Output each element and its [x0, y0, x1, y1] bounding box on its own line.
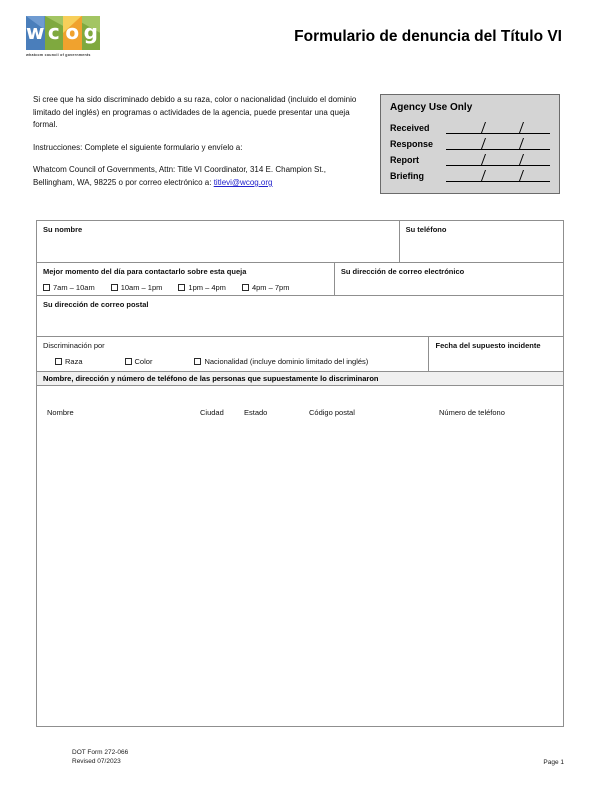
field-postal-address[interactable]	[37, 296, 563, 336]
persons-col-nombre: Nombre	[47, 408, 74, 417]
field-label-phone: Su teléfono	[405, 225, 447, 234]
intro-paragraph-1: Si cree que ha sido discriminado debido a su raza, color o nacionalidad (incluido el dominio limitado del inglés) en programas o actividades de la agencia, puede presentar una queja formal.	[33, 95, 357, 130]
footer-form-number: DOT Form 272-066	[72, 749, 129, 756]
agency-label-received: Received	[390, 123, 430, 133]
page-header	[0, 0, 612, 80]
form-row-postal-address	[37, 296, 563, 337]
agency-row-report	[390, 150, 550, 166]
email-link[interactable]: titlevi@wcog.org	[213, 177, 273, 187]
agency-row-received	[390, 118, 550, 134]
persons-col-codigo-postal: Código postal	[309, 408, 355, 417]
persons-col-telefono: Número de teléfono	[439, 408, 505, 417]
footer-form-info	[72, 748, 128, 766]
discrimination-checkbox-group	[55, 357, 422, 366]
date-slash-icon	[519, 122, 524, 133]
page-title: Formulario de denuncia del Título VI	[294, 28, 562, 45]
agency-row-briefing	[390, 166, 550, 182]
checkbox-label: Color	[134, 357, 153, 366]
checkbox-icon[interactable]	[178, 284, 185, 291]
field-phone[interactable]	[400, 221, 563, 262]
date-slash-icon	[519, 154, 524, 165]
field-label-postal-address: Su dirección de correo postal	[43, 300, 149, 309]
checkbox-item-color[interactable]	[125, 357, 153, 366]
checkbox-item-1pm-4pm[interactable]	[178, 283, 226, 292]
field-best-time	[37, 263, 335, 295]
agency-use-only-box	[380, 94, 560, 194]
checkbox-icon[interactable]	[194, 358, 201, 365]
logo-block-g	[82, 16, 101, 50]
logo-block-c	[45, 16, 64, 50]
persons-column-headers	[37, 386, 563, 726]
form-row-persons-table[interactable]	[37, 386, 563, 726]
checkbox-item-nacionalidad[interactable]	[194, 357, 368, 366]
checkbox-icon[interactable]	[55, 358, 62, 365]
agency-date-field-report[interactable]	[446, 152, 550, 166]
agency-date-field-received[interactable]	[446, 120, 550, 134]
form-row-discrimination	[37, 337, 563, 372]
intro-paragraph-3	[33, 164, 367, 189]
mailing-address-text: Whatcom Council of Governments, Attn: Title VI Coordinator, 314 E. Champion St., Bellingham, WA, 98225 o por correo electrónico a:	[33, 165, 327, 187]
field-name[interactable]	[37, 221, 400, 262]
best-time-checkbox-group	[43, 283, 328, 292]
checkbox-label: Raza	[65, 357, 83, 366]
agency-label-response: Response	[390, 139, 434, 149]
agency-date-field-response[interactable]	[446, 136, 550, 150]
persons-section-header: Nombre, dirección y número de teléfono de las personas que supuestamente lo discriminaron	[43, 374, 379, 383]
agency-use-only-title: Agency Use Only	[390, 102, 473, 113]
checkbox-icon[interactable]	[111, 284, 118, 291]
logo-letter-c: c	[47, 20, 60, 44]
checkbox-label: Nacionalidad (incluye dominio limitado del inglés)	[204, 357, 369, 366]
field-incident-date[interactable]	[429, 337, 563, 371]
date-slash-icon	[481, 138, 486, 149]
checkbox-icon[interactable]	[125, 358, 132, 365]
intro-text-block	[33, 94, 367, 190]
wcog-logo	[26, 16, 100, 57]
checkbox-item-4pm-7pm[interactable]	[242, 283, 290, 292]
form-row-persons-header	[37, 372, 563, 386]
persons-col-ciudad: Ciudad	[200, 408, 224, 417]
checkbox-label: 10am – 1pm	[120, 283, 163, 292]
checkbox-label: 4pm – 7pm	[251, 283, 290, 292]
field-label-incident-date: Fecha del supuesto incidente	[435, 341, 541, 350]
form-row-name-phone	[37, 221, 563, 263]
logo-letter-o: o	[65, 20, 80, 44]
field-discrimination-basis	[37, 337, 429, 371]
checkbox-item-10am-1pm[interactable]	[111, 283, 163, 292]
footer-page-number: Page 1	[543, 759, 564, 766]
logo-block-w	[26, 16, 45, 50]
date-slash-icon	[519, 138, 524, 149]
agency-row-response	[390, 134, 550, 150]
logo-block-o	[63, 16, 82, 50]
logo-tagline: whatcom council of governments	[26, 53, 91, 57]
checkbox-item-raza[interactable]	[55, 357, 83, 366]
field-label-discrimination: Discriminación por	[43, 341, 105, 350]
logo-letter-g: g	[83, 20, 98, 44]
checkbox-icon[interactable]	[43, 284, 50, 291]
agency-label-report: Report	[390, 155, 419, 165]
checkbox-item-7am-10am[interactable]	[43, 283, 95, 292]
date-slash-icon	[481, 170, 486, 181]
form-row-best-time-email	[37, 263, 563, 296]
agency-label-briefing: Briefing	[390, 171, 425, 181]
field-label-name: Su nombre	[43, 225, 83, 234]
logo-color-blocks	[26, 16, 100, 50]
date-slash-icon	[519, 170, 524, 181]
persons-col-estado: Estado	[244, 408, 268, 417]
intro-paragraph-2: Instrucciones: Complete el siguiente formulario y envíelo a:	[33, 142, 243, 152]
date-slash-icon	[481, 122, 486, 133]
checkbox-icon[interactable]	[242, 284, 249, 291]
field-label-best-time: Mejor momento del día para contactarlo sobre esta queja	[43, 267, 247, 276]
agency-date-field-briefing[interactable]	[446, 168, 550, 182]
logo-letter-w: w	[26, 20, 45, 44]
field-email[interactable]	[335, 263, 563, 295]
complaint-form-table	[36, 220, 564, 727]
checkbox-label: 7am – 10am	[53, 283, 95, 292]
checkbox-label: 1pm – 4pm	[188, 283, 226, 292]
date-slash-icon	[481, 154, 486, 165]
field-label-email: Su dirección de correo electrónico	[340, 267, 465, 276]
footer-revised-date: Revised 07/2023	[72, 758, 121, 765]
